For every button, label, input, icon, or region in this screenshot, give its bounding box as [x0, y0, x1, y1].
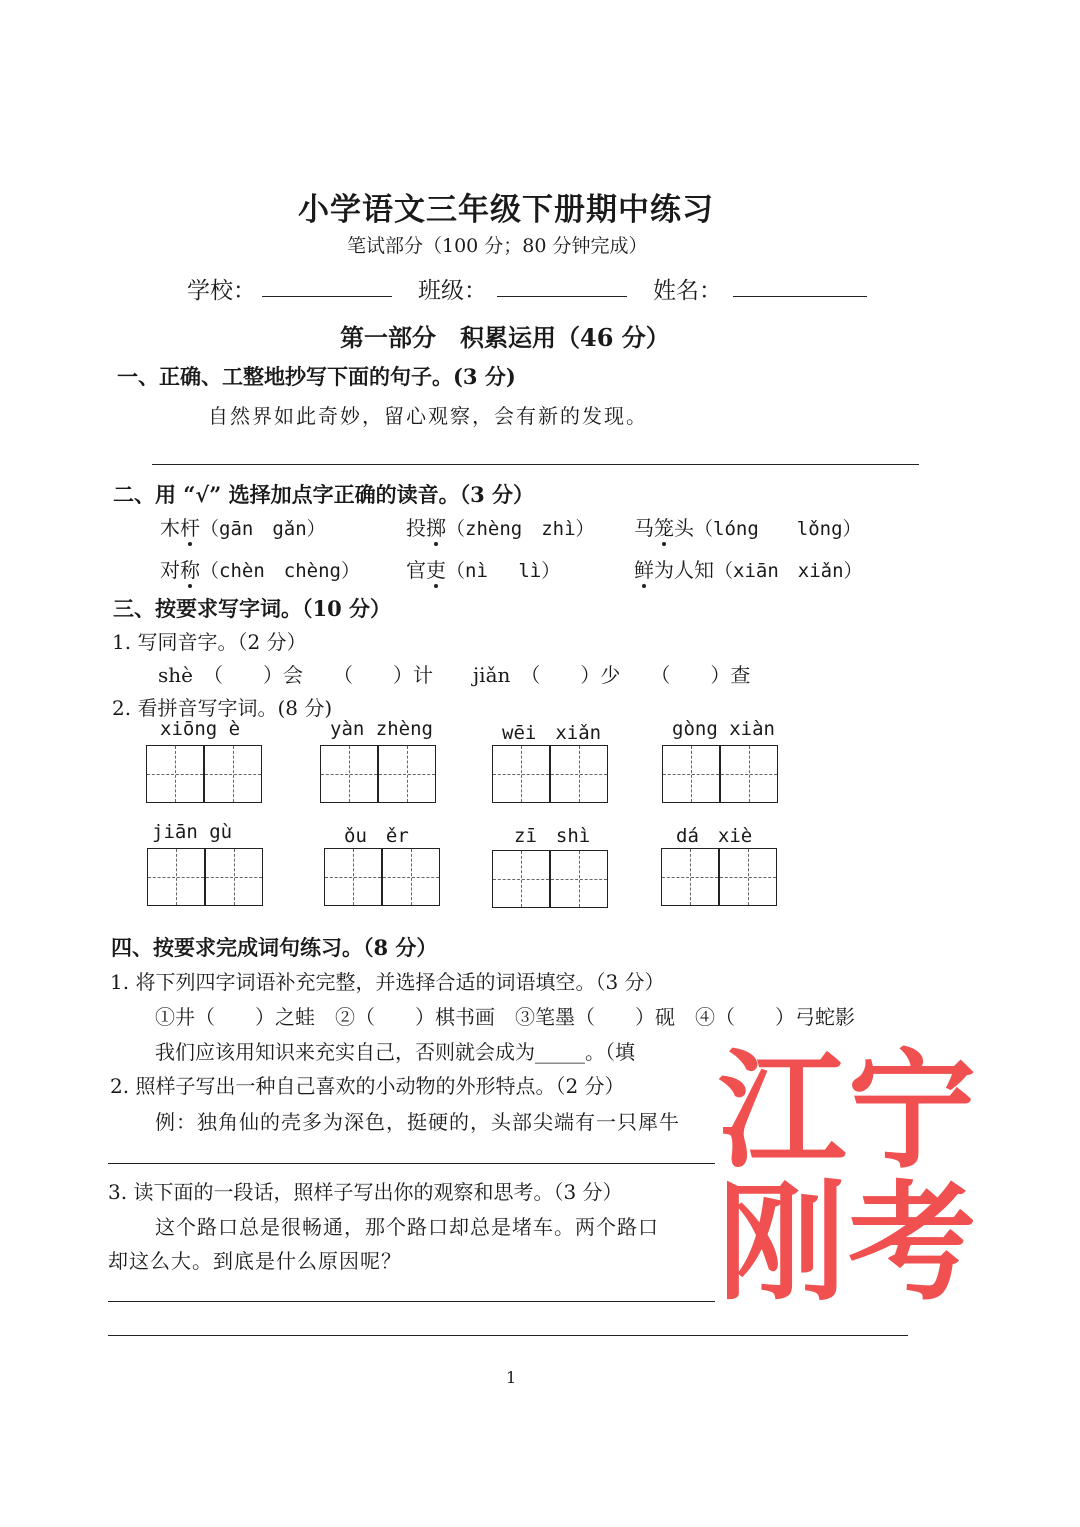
- section4-q1-title: 1. 将下列四字词语补充完整，并选择合适的词语填空。（3 分）: [110, 970, 665, 994]
- section3-q2-title: 2. 看拼音写字词。(8 分): [112, 696, 333, 720]
- class-label: 班级：: [418, 278, 487, 304]
- school-label: 学校：: [187, 278, 256, 304]
- section1-title: 一、正确、工整地抄写下面的句子。(3 分): [117, 364, 516, 389]
- section4-title: 四、按要求完成词句练习。（8 分）: [111, 935, 438, 960]
- section4-q3-answer-line-2[interactable]: [108, 1335, 908, 1336]
- pinyin-choice-item[interactable]: 对称（chèn chèng）: [160, 558, 360, 582]
- section4-q3-passage-line1: 这个路口总是很畅通，那个路口却总是堵车。两个路口: [155, 1215, 659, 1239]
- part1-title: 第一部分 积累运用（46 分）: [340, 323, 670, 352]
- watermark-text-line2: 刚考: [718, 1169, 979, 1318]
- section1-answer-line[interactable]: [152, 464, 919, 465]
- writing-grid-cell[interactable]: [378, 745, 436, 803]
- page-title: 小学语文三年级下册期中练习: [298, 192, 714, 228]
- writing-grid-cell[interactable]: [147, 848, 205, 906]
- writing-grid-cell[interactable]: [382, 848, 440, 906]
- pinyin-label: gòng xiàn: [672, 718, 775, 740]
- writing-grid-cell[interactable]: [324, 848, 382, 906]
- section3-q1-title: 1. 写同音字。（2 分）: [112, 630, 307, 654]
- idiom-line[interactable]: ①井（ ）之蛙 ②（ ）棋书画 ③笔墨（ ）砚 ④（ ）弓蛇影: [155, 1005, 855, 1029]
- pinyin-choice-item[interactable]: 鲜为人知（xiān xiǎn）: [634, 558, 863, 582]
- writing-grid-cell[interactable]: [550, 850, 608, 908]
- name-blank[interactable]: [733, 296, 867, 297]
- watermark-text-line1: 江宁: [718, 1037, 979, 1186]
- pinyin-label: zī shì: [514, 825, 591, 847]
- class-blank[interactable]: [497, 296, 627, 297]
- section4-q2-example: 例：独角仙的壳多为深色，挺硬的，头部尖端有一只犀牛: [155, 1110, 680, 1134]
- pinyin-label: ǒu ěr: [344, 825, 409, 847]
- section3-title: 三、按要求写字词。（10 分）: [113, 596, 392, 621]
- writing-grid-cell[interactable]: [492, 850, 550, 908]
- writing-grid-cell[interactable]: [550, 745, 608, 803]
- section2-title: 二、用 “√” 选择加点字正确的读音。（3 分）: [113, 482, 535, 507]
- pinyin-label: yàn zhèng: [330, 718, 433, 740]
- section4-q3-passage-line2: 却这么大。到底是什么原因呢？: [108, 1249, 402, 1273]
- writing-grid-cell[interactable]: [720, 745, 778, 803]
- name-label: 姓名：: [653, 278, 722, 304]
- pinyin-label: dá xiè: [676, 825, 753, 847]
- writing-grid-cell[interactable]: [204, 745, 262, 803]
- section4-q3-title: 3. 读下面的一段话，照样子写出你的观察和思考。（3 分）: [108, 1180, 623, 1204]
- homophone-line[interactable]: shè （ ）会 （ ）计 jiǎn （ ）少 （ ）查: [158, 663, 751, 687]
- writing-grid-cell[interactable]: [719, 848, 777, 906]
- pinyin-choice-item[interactable]: 投掷（zhèng zhì）: [406, 516, 595, 540]
- writing-grid-cell[interactable]: [662, 745, 720, 803]
- writing-grid-cell[interactable]: [146, 745, 204, 803]
- section1-sentence: 自然界如此奇妙，留心观察，会有新的发现。: [208, 404, 648, 428]
- pinyin-label: xiōng è: [160, 718, 241, 740]
- page-subtitle: 笔试部分（100 分；80 分钟完成）: [347, 235, 648, 257]
- pinyin-label: jiān gù: [152, 821, 233, 843]
- pinyin-label: wēi xiǎn: [502, 722, 602, 744]
- idiom-fill-sentence[interactable]: 我们应该用知识来充实自己，否则就会成为_____。（填: [155, 1040, 635, 1064]
- pinyin-choice-item[interactable]: 马笼头（lóng lǒng）: [634, 516, 862, 540]
- pinyin-choice-item[interactable]: 官吏（nì lì）: [406, 558, 561, 582]
- school-blank[interactable]: [262, 296, 392, 297]
- section4-q2-title: 2. 照样子写出一种自己喜欢的小动物的外形特点。（2 分）: [110, 1074, 625, 1098]
- pinyin-choice-item[interactable]: 木杆（gān gǎn）: [160, 516, 326, 540]
- writing-grid-cell[interactable]: [661, 848, 719, 906]
- writing-grid-cell[interactable]: [205, 848, 263, 906]
- writing-grid-cell[interactable]: [492, 745, 550, 803]
- writing-grid-cell[interactable]: [320, 745, 378, 803]
- page-number: 1: [506, 1368, 517, 1387]
